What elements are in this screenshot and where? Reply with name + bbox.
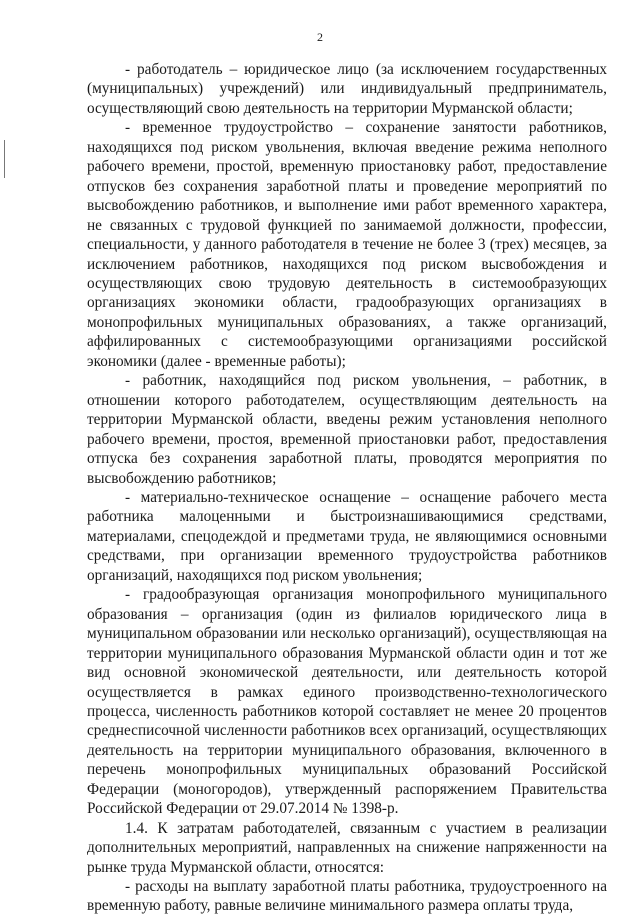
definition-worker-at-risk: - работник, находящийся под риском увольнения, – работник, в отношении которого работодателем, осуществляющим деятельность на территории Мурманской области, введены режим установления неполного рабочего времени, простоя, временной приостановки работ, предоставления отпуска без сохранения заработной платы, проводятся мероприятия по высвобождению работников; [87,372,607,487]
definition-temporary-employment: - временное трудоустройство – сохранение занятости работников, находящихся под риском увольнения, включая введение режима неполного рабочего времени, простой, временную приостановку работ, предоставление отпусков без сохранения заработной платы и проведение мероприятий по высвобождению работников, и выполнение ими работ временного характера, не связанных с трудовой функцией по занимаемой должности, профессии, специальности, у данного работодателя в течение не более 3 (трех) месяцев, за исключением работников, находящихся под риском высвобождения и осуществляющих свою трудовую деятельность в системообразующих организациях экономики области, градообразующих организациях в монопрофильных муниципальных образованиях, а также организаций, аффилированных с системообразующими организациями российской экономики (далее - временные работы); [87,119,607,370]
definition-employer: - работодатель – юридическое лицо (за исключением государственных (муниципальных) учреждений) или индивидуальный предприниматель, осуществляющий свою деятельность на территории Мурманской области; [87,61,607,117]
document-body [87,60,607,916]
definition-material-equipment: - материально-техническое оснащение – оснащение рабочего места работника малоценными и быстроизнашивающимися средствами, материалами, спецодеждой и предметами труда, не являющимися основными средствами, при организации временного трудоустройства работников организаций, находящихся под риском увольнения; [87,488,607,584]
definition-city-forming-organization: - градообразующая организация монопрофильного муниципального образования – организация (один из филиалов юридического лица в муниципальном образовании или несколько организаций), осуществляющая на территории муниципального образования Мурманской области один и тот же вид основной экономической деятельности, или деятельность которой осуществляется в рамках единого производственно-технологического процесса, численность работников которой составляет не менее 20 процентов среднесписочной численности работников всех организаций, осуществляющих деятельность на территории муниципального образования, включенного в перечень монопрофильных муниципальных образований Российской Федерации (моногородов), утвержденный распоряжением Правительства Российской Федерации от 29.07.2014 № 1398-р. [87,586,607,818]
costs-item-wages: - расходы на выплату заработной платы работника, трудоустроенного на временную работу, равные величине минимального размера оплаты труда, [87,878,607,915]
page-number: 2 [317,30,323,44]
section-1-4-heading: 1.4. К затратам работодателей, связанным с участием в реализации дополнительных мероприятий, направленных на снижение напряженности на рынке труда Мурманской области, относятся: [87,819,607,876]
scan-margin-mark [4,140,5,178]
